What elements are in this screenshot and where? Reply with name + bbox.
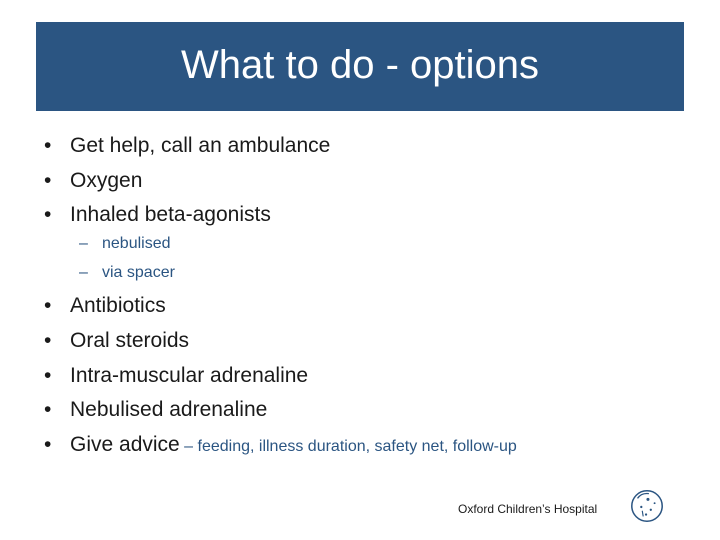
bullet-glyph: •	[44, 398, 52, 421]
slide-title: What to do - options	[181, 42, 539, 87]
dash-glyph: –	[79, 264, 88, 281]
advice-detail: – feeding, illness duration, safety net, follow-up	[179, 438, 517, 455]
dash-glyph: –	[79, 235, 88, 252]
bullet-glyph: •	[44, 169, 52, 192]
bullet-glyph: •	[44, 203, 52, 226]
advice-main: Give advice	[70, 433, 180, 456]
bullet-glyph: •	[44, 294, 52, 317]
bullet-text-advice	[70, 434, 517, 455]
bullet-glyph: •	[44, 433, 52, 456]
bullet-glyph: •	[44, 364, 52, 387]
bullet-text: Oral steroids	[70, 329, 190, 352]
bullet-text: Intra-muscular adrenaline	[70, 364, 309, 387]
bullet-glyph: •	[44, 134, 52, 157]
bullet-text: Inhaled beta-agonists	[70, 203, 271, 226]
bullet-glyph: •	[44, 329, 52, 352]
hospital-logo-icon	[628, 487, 666, 525]
sub-bullet-text: via spacer	[102, 264, 175, 281]
sub-bullet-text: nebulised	[102, 235, 171, 252]
footer-hospital-name: Oxford Children’s Hospital	[458, 502, 598, 516]
bullet-text: Nebulised adrenaline	[70, 398, 268, 421]
bullet-text: Antibiotics	[70, 294, 166, 317]
bullet-text: Oxygen	[70, 169, 143, 192]
title-bar	[36, 22, 684, 111]
bullet-text: Get help, call an ambulance	[70, 134, 331, 157]
